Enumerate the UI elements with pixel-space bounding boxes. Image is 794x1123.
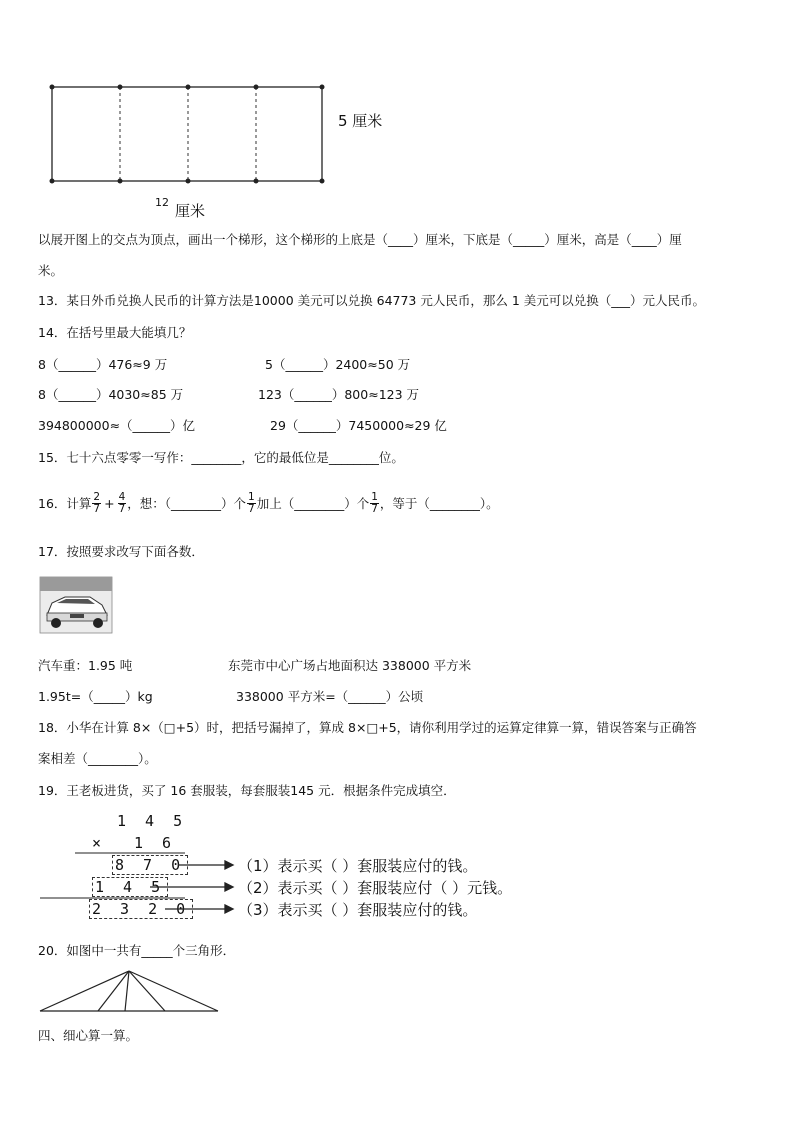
- q17-conversion-1: 1.95t=（_____）kg: [38, 689, 153, 704]
- fraction-denominator: 7: [371, 502, 378, 515]
- fraction-denominator: 7: [248, 502, 255, 515]
- q19-desc-1: （1）表示买（ ）套服装应付的钱。: [238, 857, 478, 875]
- partial-product-2: 1 4 5: [92, 877, 168, 897]
- q14-item: 8（______）4030≈85 万: [38, 387, 184, 402]
- multiplicand: 1 4 5: [117, 812, 188, 830]
- q13-text: 13．某日外币兑换人民币的计算方法是10000 美元可以兑换 64773 元人民币，那么 1 美元可以兑换（___）元人民币。: [38, 293, 706, 308]
- fraction-numerator: 4: [118, 490, 126, 503]
- times-sign: ×: [92, 834, 107, 852]
- q19-text: 19．王老板进货，买了 16 套服装，每套服装145 元．根据条件完成填空．: [38, 783, 456, 798]
- q17-conversion-2: 338000 平方米=（______）公顷: [236, 689, 424, 704]
- q18-line1: 18．小华在计算 8×（□+5）时，把括号漏掉了，算成 8×□+5，请你利用学过的运算定律算一算，错误答案与正确答: [38, 720, 697, 735]
- q14-item: 29（______）7450000≈29 亿: [270, 418, 447, 433]
- q14-title: 14．在括号里最大能填几？: [38, 325, 192, 340]
- q16-mid2: 加上（________）个: [256, 496, 370, 511]
- fraction-denominator: 7: [93, 502, 101, 515]
- q20-text: 20．如图中一共有_____个三角形．: [38, 943, 236, 958]
- final-product: 2 3 2 0: [89, 899, 193, 919]
- fraction-numerator: 2: [93, 490, 101, 503]
- q19-desc-2: （2）表示买（ ）套服装应付（ ）元钱。: [238, 879, 513, 897]
- q16-suffix: ，等于（________）。: [379, 496, 499, 511]
- section-4-title: 四、细心算一算。: [38, 1028, 139, 1043]
- plus-sign: +: [104, 495, 115, 511]
- width-label-unit: 厘米: [175, 202, 206, 220]
- width-label-number: 12: [155, 196, 169, 209]
- q16-prefix: 16．计算: [38, 496, 92, 511]
- q14-item: 394800000≈（______）亿: [38, 418, 196, 433]
- q16-mid1: ，想：（________）个: [127, 496, 247, 511]
- q14-item: 5（______）2400≈50 万: [265, 357, 411, 372]
- q17-plaza-area: 东莞市中心广场占地面积达 338000 平方米: [228, 658, 472, 673]
- multiplier: 1 6: [134, 834, 177, 852]
- q17-car-weight: 汽车重：1.95 吨: [38, 658, 133, 673]
- q19-desc-3: （3）表示买（ ）套服装应付的钱。: [238, 901, 478, 919]
- partial-product-1: 8 7 0: [112, 855, 188, 875]
- q17-title: 17．按照要求改写下面各数．: [38, 544, 204, 559]
- fraction-numerator: 1: [248, 490, 255, 503]
- q18-line2: 案相差（________）。: [38, 751, 157, 766]
- q15-text: 15．七十六点零零一写作：________，它的最低位是________位。: [38, 450, 404, 465]
- height-label: 5 厘米: [338, 112, 383, 130]
- q14-item: 123（______）800≈123 万: [258, 387, 420, 402]
- q12-line1: 以展开图上的交点为顶点，画出一个梯形，这个梯形的上底是（____）厘米，下底是（_____）厘米，高是（____）厘: [38, 232, 682, 247]
- fraction-numerator: 1: [371, 490, 378, 503]
- q12-line2: 米。: [38, 263, 64, 278]
- q14-item: 8（______）476≈9 万: [38, 357, 168, 372]
- fraction-denominator: 7: [118, 502, 126, 515]
